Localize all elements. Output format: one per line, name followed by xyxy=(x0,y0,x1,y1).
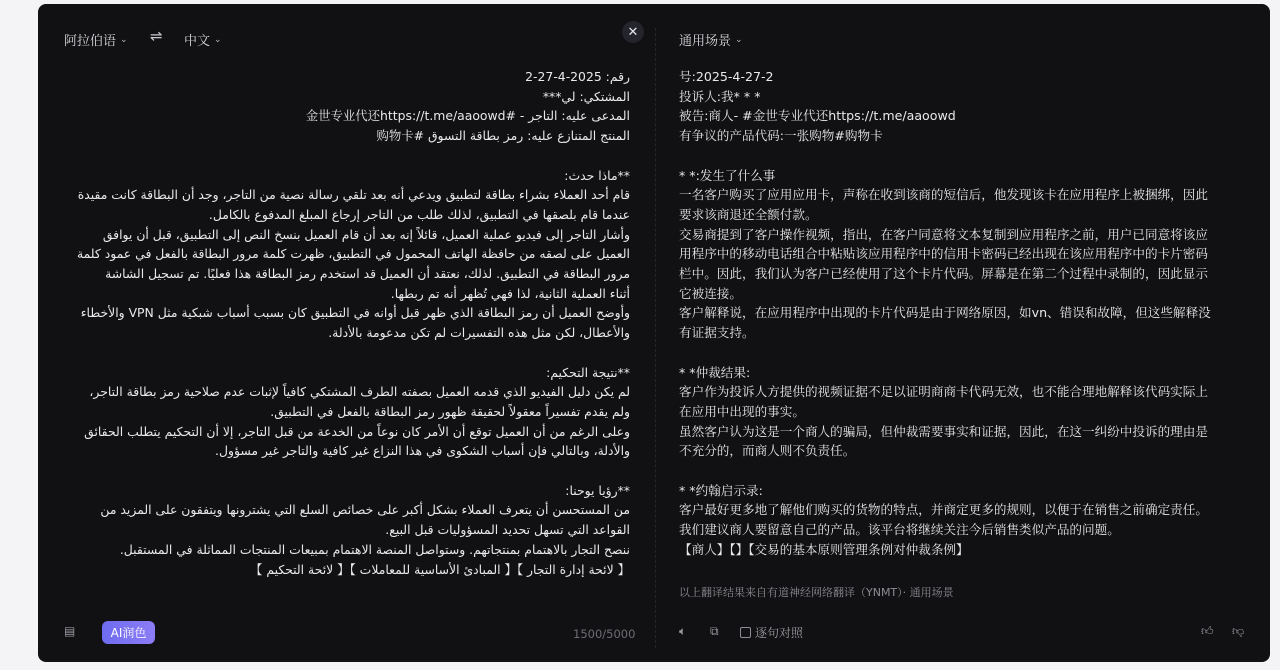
blank-line xyxy=(62,343,630,363)
target-language-select[interactable] xyxy=(184,30,222,49)
text-line: * *仲裁结果: xyxy=(679,364,751,380)
text-line: 虽然客户认为这是一个商人的骗局，但仲裁需要事实和证据，因此，在这一纠纷中投诉的理由是 xyxy=(679,423,1208,439)
target-language-label: 中文 xyxy=(184,34,211,49)
blank-line xyxy=(679,461,1249,481)
panel-divider xyxy=(655,28,656,648)
text-line: 用程序中的移动电话组合中粘贴该应用程序中的信用卡密码已经出现在该应用程序中的卡片密码 xyxy=(679,246,1208,262)
thumbs-up-icon[interactable]: 👍︎ xyxy=(1201,624,1214,638)
text-line: قام أحد العملاء بشراء بطاقة لتطبيق ويدعي أنه بعد تلقي رسالة نصية من التاجر، وجد أن البطاقة كانت مقيدة xyxy=(77,187,630,203)
speaker-icon[interactable]: 🔈︎ xyxy=(679,624,687,638)
text-line: 【 لائحة إدارة التجار 】【 المبادئ الأساسية للمعاملات 】【 لائحة التحكيم 】 xyxy=(250,561,630,577)
text-line: عندما قام بلصقها في التطبيق، لذلك طلب من التاجر إرجاع المبلغ المدفوع بالكامل. xyxy=(208,206,630,222)
text-line: 投诉人:我* * * xyxy=(679,88,761,104)
text-line: 客户解释说，在应用程序中出现的卡片代码是由于网络原因，如vn、错误和故障，但这些解释没 xyxy=(679,305,1211,321)
text-line: **نتيجة التحكيم: xyxy=(546,364,630,380)
chevron-down-icon: ⌄ xyxy=(120,34,128,45)
blank-line xyxy=(679,146,1249,166)
swap-languages-icon[interactable]: ⇌ xyxy=(150,27,163,45)
text-line: المشتكي: لي*** xyxy=(542,88,630,104)
text-line: 【商人】【】【交易的基本原则管理条例对仲裁条例】 xyxy=(679,541,969,557)
thumbs-down-icon[interactable]: 👎︎ xyxy=(1232,624,1245,638)
blank-line xyxy=(62,461,630,481)
text-line: 它被连接。 xyxy=(679,285,742,301)
text-line: 客户作为投诉人方提供的视频证据不足以证明商商卡代码无效，也不能合理地解释该代码实际上 xyxy=(679,384,1208,400)
translation-output xyxy=(679,67,1249,560)
text-line: مرور البطاقة في التطبيق. لذلك، نعتقد أن العميل قد استخدم رمز البطاقة هذا فعليًا. تم تسجيل الشاشة xyxy=(105,266,630,282)
text-line: 栏中。因此，我们认为客户已经使用了这个卡片代码。屏幕是在第二个过程中录制的，因此显示 xyxy=(679,266,1208,282)
scene-label: 通用场景 xyxy=(679,34,732,49)
scene-select[interactable] xyxy=(679,30,743,49)
text-line: 要求该商退还全额付款。 xyxy=(679,206,818,222)
close-icon: ✕ xyxy=(627,24,639,40)
ai-polish-button[interactable]: AI润色 xyxy=(102,621,155,644)
text-line: 一名客户购买了应用应用卡，声称在收到该商的短信后，他发现该卡在应用程序上被捆绑，因此 xyxy=(679,187,1208,203)
text-line: 不充分的，而商人则不负责任。 xyxy=(679,443,856,459)
text-line: 我们建议商人要留意自己的产品。该平台将继续关注今后销售类似产品的问题。 xyxy=(679,522,1120,538)
sentence-compare-label: 逐句对照 xyxy=(755,626,804,640)
text-line: المدعى عليه: التاجر - #金世专业代还https://t.me/aaoowd xyxy=(305,108,630,124)
text-line: القواعد التي تسهل تحديد المسؤوليات قبل البيع. xyxy=(385,522,630,538)
text-line: والأدلة، وبالتالي فإن أسباب الشكوى في هذا النزاع غير كافية والتاجر غير مسؤول. xyxy=(215,443,630,459)
source-text-input[interactable] xyxy=(62,67,630,579)
text-line: 客户最好更多地了解他们购买的货物的特点，并商定更多的规则，以便于在销售之前确定责任。 xyxy=(679,502,1208,518)
text-line: **رؤيا يوحنا: xyxy=(565,482,630,498)
text-line: رقم: 2025-4-27-2 xyxy=(525,69,630,84)
document-icon[interactable]: ▤ xyxy=(64,624,76,638)
source-language-select[interactable] xyxy=(64,30,128,49)
checkbox[interactable] xyxy=(740,627,751,638)
text-line: 有争议的产品代码:一张购物#购物卡 xyxy=(679,128,883,144)
char-count: 1500/5000 xyxy=(573,627,636,641)
text-line: 号:2025-4-27-2 xyxy=(679,69,774,84)
sentence-compare-toggle[interactable] xyxy=(740,624,803,641)
text-line: * *:发生了什么事 xyxy=(679,167,776,183)
copy-icon[interactable]: ⧉ xyxy=(710,624,719,638)
text-line: من المستحسن أن يتعرف العملاء بشكل أكبر على خصائص السلع التي يشترونها ويتفقون على المزيد من xyxy=(100,502,630,518)
blank-line xyxy=(62,146,630,166)
text-line: وأوضح العميل أن رمز البطاقة الذي ظهر قبل أوانه في التطبيق كان بسبب أسباب شبكية مثل VPN والأخطاء xyxy=(80,305,630,321)
text-line: 在应用中出现的事实。 xyxy=(679,403,805,419)
text-line: المنتج المتنازع عليه: رمز بطاقة التسوق #购物卡 xyxy=(376,128,630,144)
translation-source-note: 以上翻译结果来自有道神经网络翻译（YNMT）· 通用场景 xyxy=(679,586,954,599)
blank-line xyxy=(679,343,1249,363)
text-line: 交易商提到了客户操作视频，指出，在客户同意将文本复制到应用程序之前，用户已同意将该应 xyxy=(679,226,1208,242)
text-line: * *约翰启示录: xyxy=(679,482,763,498)
text-line: 有证据支持。 xyxy=(679,325,755,341)
text-line: أثناء العملية الثانية، لذا فهي تُظهر أنه تم ربطها. xyxy=(390,285,630,301)
text-line: والأعطال، لكن مثل هذه التفسيرات لم تكن مدعومة بالأدلة. xyxy=(328,325,630,341)
text-line: 被告:商人- #金世专业代还https://t.me/aaoowd xyxy=(679,108,956,124)
text-line: وأشار التاجر إلى فيديو عملية العميل، قائلاً إنه بعد أن قام العميل بنسخ النص إلى التطبيق، قبل أن يوافق xyxy=(102,226,630,242)
text-line: ننصح التجار بالاهتمام بمنتجاتهم. وستواصل المنصة الاهتمام بمبيعات المنتجات المماثلة في المستقبل. xyxy=(119,541,630,557)
text-line: **ماذا حدث: xyxy=(564,167,630,183)
text-line: ولم يقدم تفسيراً معقولاً لحقيقة ظهور رمز البطاقة بالفعل في التطبيق. xyxy=(270,403,630,419)
text-line: لم يكن دليل الفيديو الذي قدمه العميل بصفته الطرف المشتكي كافياً لإثبات عدم صلاحية رمز بطاقة التاجر، xyxy=(89,384,630,400)
chevron-down-icon: ⌄ xyxy=(214,34,222,45)
clear-text-button[interactable] xyxy=(622,21,644,43)
text-line: العميل على لصقه من حافظة الهاتف المحمول في التطبيق، ظهرت كلمة مرور البطاقة بالفعل في عمود كلمة xyxy=(76,246,630,262)
chevron-down-icon: ⌄ xyxy=(735,34,743,45)
translation-panel xyxy=(38,4,1270,662)
text-line: وعلى الرغم من أن العميل توقع أن الأمر كان نوعاً من الخدعة من قبل التاجر، إلا أن التحكيم يتطلب الحقائق xyxy=(84,423,630,439)
source-language-label: 阿拉伯语 xyxy=(64,34,117,49)
